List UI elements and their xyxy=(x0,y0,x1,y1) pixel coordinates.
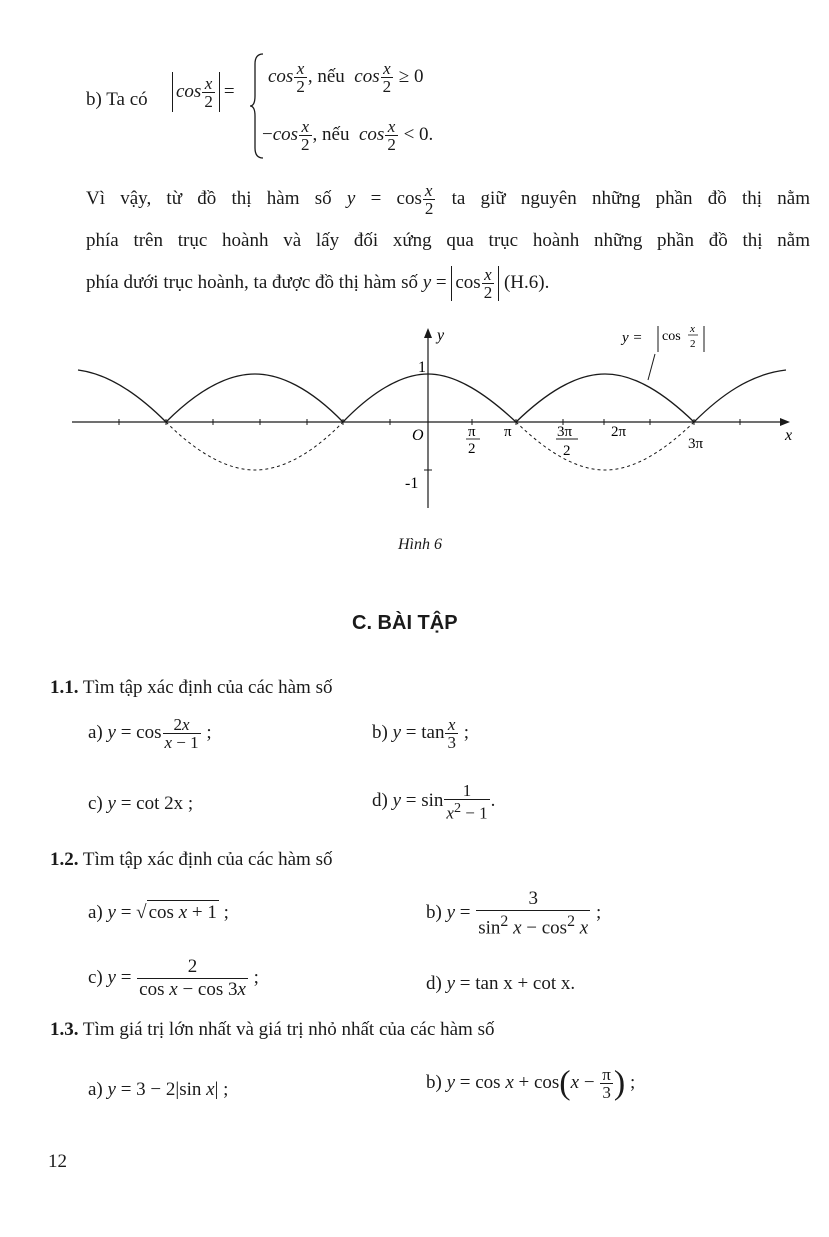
ex2-b: b) y = $\frac{3}{\sin^2 x - \cos^2 x}$ ; xyxy=(426,888,602,939)
ex1-c: c) y = cot 2x ; xyxy=(88,793,194,814)
label-pi-over-2-num: π xyxy=(468,424,476,440)
label-origin: O xyxy=(412,427,424,444)
figure-graph xyxy=(0,318,829,528)
ex1-a: a) y = cos $\frac{2x}{x - 1}$ ; xyxy=(88,715,212,752)
label-one: 1 xyxy=(418,359,426,376)
label-3pi: 3π xyxy=(688,436,704,452)
explanation-paragraph xyxy=(86,178,810,304)
dashed-reflection-right xyxy=(516,422,694,470)
part-b-label: b) Ta có xyxy=(86,89,148,110)
ex2-a: a) y = √ cos x + 1 ; xyxy=(88,902,229,923)
ex3-a: a) y = 3 − 2|sin x| ; xyxy=(88,1079,229,1100)
label-y: y xyxy=(437,327,445,344)
x-axis-arrow xyxy=(780,418,790,426)
figure-caption: Hình 6 xyxy=(398,536,442,553)
label-pi-over-2-den: 2 xyxy=(468,441,476,457)
ex3-b: b) y = cos x + cos(x − $\frac{\pi}{3}$ ) ; xyxy=(426,1064,636,1102)
page-number: 12 xyxy=(48,1151,67,1172)
curve-label-den: 2 xyxy=(690,338,696,350)
ex2-d: d) y = tan x + cot x. xyxy=(426,973,576,994)
exercise-1-1: 1.1. Tìm tập xác định của các hàm số xyxy=(50,677,333,698)
ex2-c: c) y = $\frac{2}{\text{cos x − cos 3x}}$ ; xyxy=(88,956,259,1000)
ex1-d: d) y = sin $\frac{1}{x^2 - 1}$ . xyxy=(372,781,496,823)
label-2pi: 2π xyxy=(611,424,627,440)
y-axis-arrow xyxy=(424,328,432,338)
label-3pi-over-2-num: 3π xyxy=(557,424,573,440)
dashed-reflection-left xyxy=(166,422,343,470)
curve-label-num: x xyxy=(690,323,695,335)
label-minus-one: -1 xyxy=(405,475,419,492)
abs-cos-curve xyxy=(78,370,786,422)
paragraph-line-3: phía dưới trục hoành, ta được đồ thị hàm số y = cos $\frac{x}{2}$ (H.6). xyxy=(86,265,550,303)
paragraph-line-1: Vì vậy, từ đồ thị hàm số y = cos $\frac{x}{2}$ ta giữ nguyên những phần đồ thị nằm xyxy=(86,181,811,219)
abs-cos-x-over-2: cos $\frac{x}{2}$ = xyxy=(172,72,235,112)
label-x: x xyxy=(785,427,793,444)
section-title: C. BÀI TẬP xyxy=(352,612,458,634)
label-3pi-over-2-den: 2 xyxy=(563,443,571,459)
exercise-1-3: 1.3. Tìm giá trị lớn nhất và giá trị nhỏ nhất của các hàm số xyxy=(50,1019,495,1040)
curve-label: y = xyxy=(622,330,643,346)
curve-label-fn: cos xyxy=(662,329,681,344)
exercise-1-2: 1.2. Tìm tập xác định của các hàm số xyxy=(50,849,333,870)
ex1-b: b) y = tan $\frac{x}{3}$ ; xyxy=(372,715,469,752)
label-pi: π xyxy=(504,424,512,440)
piecewise-case-2: −cos $\frac{x}{2}$ , nếu cos $\frac{x}{2}$ < 0. xyxy=(262,117,434,154)
piecewise-case-1: cos $\frac{x}{2}$ , nếu cos $\frac{x}{2}$ ≥ 0 xyxy=(268,59,424,96)
paragraph-line-2: phía trên trục hoành và lấy đối xứng qua trục hoành những phần đồ thị nằm xyxy=(86,230,810,251)
